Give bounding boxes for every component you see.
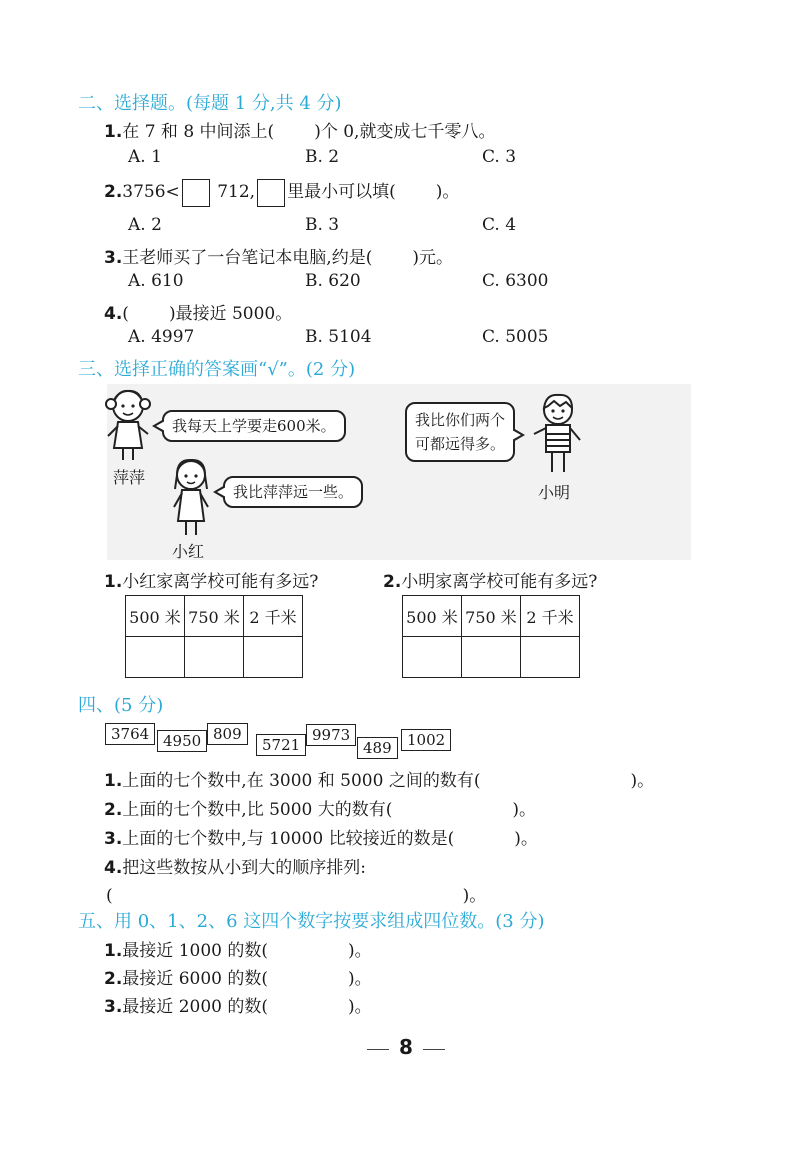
- question-4-4: [104, 853, 366, 878]
- question-2-4: [104, 299, 292, 324]
- question-text-a: 上面的七个数中,比 5000 大的数有(: [122, 800, 393, 820]
- girl-xiaohong-figure: [167, 455, 215, 537]
- option-a[interactable]: A. 2: [128, 215, 162, 235]
- question-4-1: [104, 766, 654, 791]
- answer-cell[interactable]: [126, 637, 185, 678]
- question-2-3: [104, 243, 453, 268]
- answer-cell[interactable]: [244, 637, 303, 678]
- question-number: 3.: [104, 248, 123, 268]
- section-2-title: 二、选择题。(每题 1 分,共 4 分): [78, 93, 342, 114]
- table-header-500m: 500 米: [126, 596, 185, 637]
- option-a[interactable]: A. 4997: [128, 327, 195, 347]
- question-text-b: )。: [348, 941, 372, 961]
- question-text-a: 上面的七个数中,在 3000 和 5000 之间的数有(: [122, 771, 481, 791]
- question-2-2: [104, 177, 459, 207]
- question-number: 1.: [104, 941, 123, 961]
- speech-bubble-pingping: 我每天上学要走600米。: [162, 410, 346, 442]
- table-header-750m: 750 米: [185, 596, 244, 637]
- question-number: 1.: [104, 771, 123, 791]
- number-card: 9973: [306, 724, 356, 746]
- number-card: 809: [207, 723, 248, 745]
- number-card: 5721: [256, 734, 306, 756]
- question-text-a: 最接近 2000 的数(: [122, 997, 269, 1017]
- bubble-line-1: 我比你们两个: [415, 411, 506, 429]
- question-text-b: 712,: [217, 182, 256, 202]
- paren-open: (: [106, 886, 113, 906]
- name-xiaohong: 小红: [172, 542, 205, 561]
- table-header-2km: 2 千米: [244, 596, 303, 637]
- question-text-a: (: [122, 304, 129, 324]
- paren-close: )。: [462, 886, 487, 906]
- option-b[interactable]: B. 5104: [305, 327, 372, 347]
- option-c[interactable]: C. 5005: [482, 327, 549, 347]
- page-number: 8: [399, 1035, 413, 1059]
- question-5-1: [104, 936, 372, 961]
- question-4-4-answer: [106, 881, 486, 906]
- boy-xiaoming-figure: [530, 390, 586, 476]
- option-c[interactable]: C. 6300: [482, 271, 549, 291]
- section-4-title: 四、(5 分): [78, 695, 164, 716]
- question-text-b: )元。: [412, 248, 453, 268]
- dash-right: [423, 1049, 445, 1050]
- question-number: 2.: [104, 800, 123, 820]
- question-text-a: 最接近 1000 的数(: [122, 941, 269, 961]
- name-xiaoming: 小明: [538, 483, 571, 502]
- name-pingping: 萍萍: [113, 468, 146, 487]
- question-3-1: [104, 567, 318, 592]
- number-card: 1002: [401, 729, 451, 751]
- question-text-c: 里最小可以填(: [287, 182, 396, 202]
- question-5-3: [104, 992, 372, 1017]
- girl-pingping-figure: [104, 386, 154, 462]
- question-number: 3.: [104, 829, 123, 849]
- answer-table-xiaoming: [402, 595, 580, 678]
- question-number: 4.: [104, 858, 123, 878]
- question-text-a: 上面的七个数中,与 10000 比较接近的数是(: [122, 829, 455, 849]
- number-card: 3764: [105, 723, 155, 745]
- answer-cell[interactable]: [521, 637, 580, 678]
- question-number: 1.: [104, 122, 123, 142]
- question-2-1: [104, 117, 495, 142]
- question-number: 1.: [104, 572, 123, 592]
- number-card: 4950: [157, 730, 207, 752]
- option-b[interactable]: B. 3: [305, 215, 340, 235]
- section-3-title: 三、选择正确的答案画“√”。(2 分): [78, 359, 356, 380]
- question-text-b: )。: [348, 969, 372, 989]
- question-text-a: 3756<: [122, 182, 180, 202]
- speech-bubble-xiaoming: [405, 402, 515, 462]
- question-number: 3.: [104, 997, 123, 1017]
- option-c[interactable]: C. 4: [482, 215, 517, 235]
- question-text: 小红家离学校可能有多远?: [122, 572, 319, 592]
- question-number: 2.: [383, 572, 402, 592]
- bubble-line-2: 可都远得多。: [415, 435, 506, 453]
- question-4-3: [104, 824, 538, 849]
- table-header-500m: 500 米: [403, 596, 462, 637]
- question-number: 4.: [104, 304, 123, 324]
- question-text-a: 在 7 和 8 中间添上(: [122, 122, 275, 142]
- answer-table-xiaohong: [125, 595, 303, 678]
- option-a[interactable]: A. 1: [128, 147, 162, 167]
- question-text-d: )。: [435, 182, 460, 202]
- option-b[interactable]: B. 2: [305, 147, 340, 167]
- question-3-2: [383, 567, 597, 592]
- dash-left: [367, 1049, 389, 1050]
- question-text-b: )最接近 5000。: [168, 304, 293, 324]
- table-header-750m: 750 米: [462, 596, 521, 637]
- option-b[interactable]: B. 620: [305, 271, 361, 291]
- page-footer: [357, 1035, 455, 1059]
- option-a[interactable]: A. 610: [128, 271, 184, 291]
- question-5-2: [104, 964, 372, 989]
- question-number: 2.: [104, 182, 123, 202]
- question-text-b: )个 0,就变成七千零八。: [314, 122, 496, 142]
- speech-bubble-xiaohong: 我比萍萍远一些。: [223, 476, 363, 508]
- question-text: 小明家离学校可能有多远?: [401, 572, 598, 592]
- digit-box[interactable]: [257, 179, 285, 207]
- answer-cell[interactable]: [185, 637, 244, 678]
- question-text-b: )。: [514, 829, 538, 849]
- option-c[interactable]: C. 3: [482, 147, 517, 167]
- number-card: 489: [357, 737, 398, 759]
- question-text-a: 王老师买了一台笔记本电脑,约是(: [122, 248, 373, 268]
- question-number: 2.: [104, 969, 123, 989]
- question-text-b: )。: [348, 997, 372, 1017]
- question-text-b: )。: [630, 771, 655, 791]
- question-4-2: [104, 795, 536, 820]
- section-5-title: 五、用 0、1、2、6 这四个数字按要求组成四位数。(3 分): [78, 911, 545, 932]
- answer-cell[interactable]: [462, 637, 521, 678]
- table-header-2km: 2 千米: [521, 596, 580, 637]
- question-text-a: 最接近 6000 的数(: [122, 969, 269, 989]
- digit-box[interactable]: [182, 179, 210, 207]
- question-text: 把这些数按从小到大的顺序排列:: [122, 858, 367, 878]
- question-text-b: )。: [512, 800, 537, 820]
- answer-cell[interactable]: [403, 637, 462, 678]
